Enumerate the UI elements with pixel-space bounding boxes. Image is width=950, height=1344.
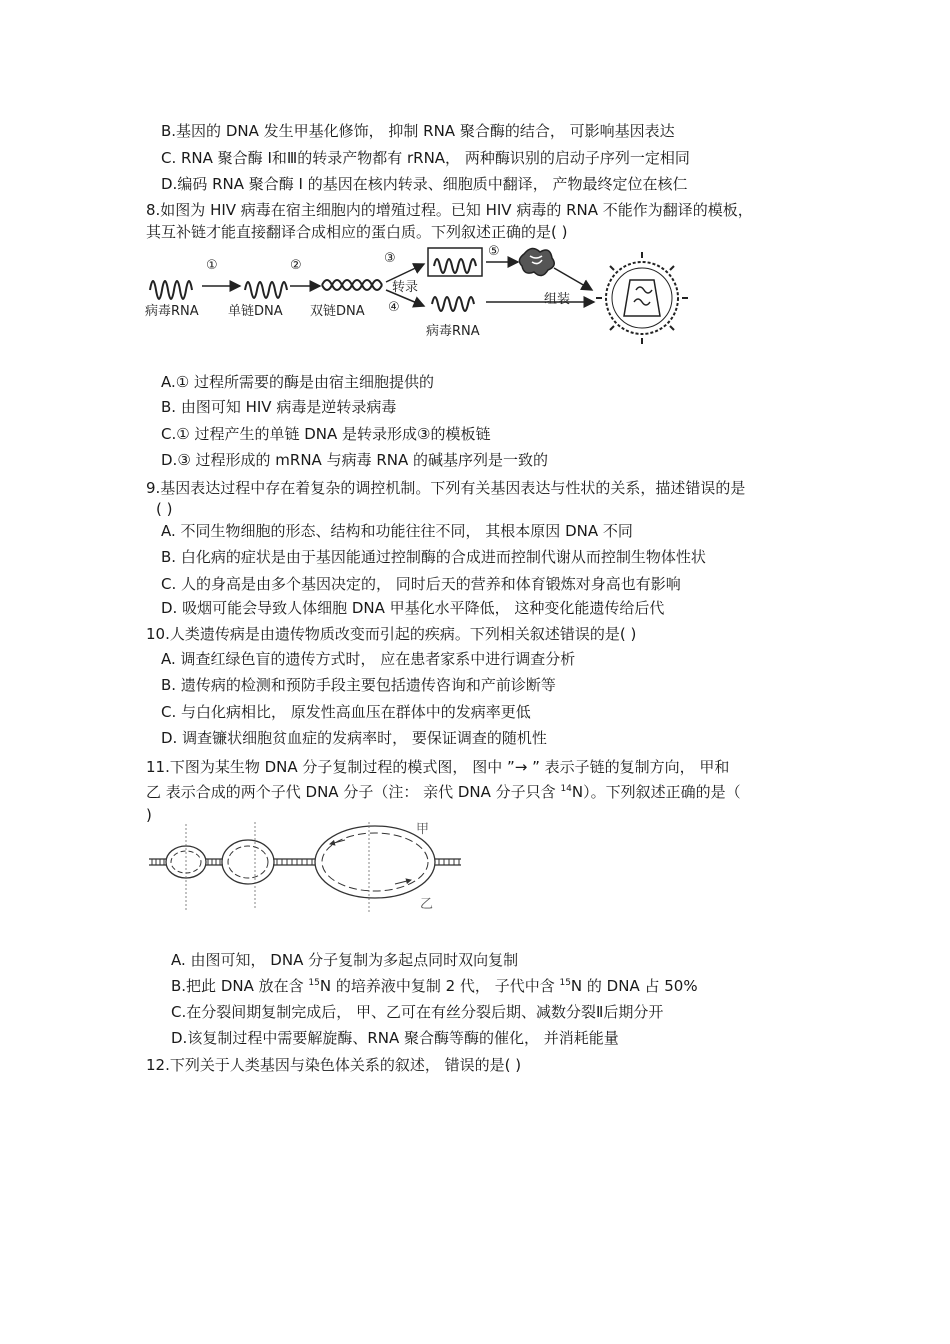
q7-option-d: D.编码 RNA 聚合酶 Ⅰ 的基因在核内转录、细胞质中翻译， 产物最终定位在核仁 xyxy=(161,175,688,193)
q9-option-c: C. 人的身高是由多个基因决定的， 同时后天的营养和体育锻炼对身高也有影响 xyxy=(161,575,681,593)
q8-option-c: C.① 过程产生的单链 DNA 是转录形成③的模板链 xyxy=(161,425,491,443)
q7-option-c: C. RNA 聚合酶 Ⅰ和Ⅲ的转录产物都有 rRNA， 两种酶识别的启动子序列一定相同 xyxy=(161,149,690,167)
q11-option-c: C.在分裂间期复制完成后， 甲、乙可在有丝分裂后期、减数分裂Ⅱ后期分开 xyxy=(171,1003,664,1021)
base-pair-rungs xyxy=(152,859,459,865)
protein-icon xyxy=(519,248,554,275)
q11-option-d: D.该复制过程中需要解旋酶、RNA 聚合酶等酶的催化， 并消耗能量 xyxy=(171,1029,619,1047)
step-5-label: ⑤ xyxy=(488,244,500,259)
q8-stem-line1: 8.如图为 HIV 病毒在宿主细胞内的增殖过程。已知 HIV 病毒的 RNA 不能作为翻译的模板， xyxy=(146,201,753,219)
q11-option-a: A. 由图可知， DNA 分子复制为多起点同时双向复制 xyxy=(171,951,519,969)
q9-stem-line1: 9.基因表达过程中存在着复杂的调控机制。下列有关基因表达与性状的关系，描述错误的是 xyxy=(146,479,746,497)
ssdna-wave xyxy=(245,282,287,298)
q10-option-c: C. 与白化病相比， 原发性高血压在群体中的发病率更低 xyxy=(161,703,531,721)
ssdna-label: 单链DNA xyxy=(228,304,283,319)
transcription-label: 转录 xyxy=(392,280,419,295)
hiv-virion-icon xyxy=(596,252,688,344)
q11-b-post: N 的 DNA 占 50% xyxy=(570,977,698,995)
q11-stem-line1: 11.下图为某生物 DNA 分子复制过程的模式图， 图中 ”→ ” 表示子链的复制方向， 甲和 xyxy=(146,758,730,776)
q9-option-d: D. 吸烟可能会导致人体细胞 DNA 甲基化水平降低， 这种变化能遗传给后代 xyxy=(161,599,665,617)
q9-option-b: B. 白化病的症状是由于基因能通过控制酶的合成进而控制代谢从而控制生物体性状 xyxy=(161,548,706,566)
q10-option-a: A. 调查红绿色盲的遗传方式时， 应在患者家系中进行调查分析 xyxy=(161,650,576,668)
q11-b-isotope-1: 15 xyxy=(308,978,320,988)
daughter-yi-label: 乙 xyxy=(420,897,434,912)
dsdna-label: 双链DNA xyxy=(310,304,365,319)
q7-option-b: B.基因的 DNA 发生甲基化修饰， 抑制 RNA 聚合酶的结合， 可影响基因表达 xyxy=(161,122,675,140)
q10-stem: 10.人类遗传病是由遗传物质改变而引起的疾病。下列相关叙述错误的是( ) xyxy=(146,625,637,643)
q11-stem-line2-post: N）。下列叙述正确的是（ xyxy=(571,783,741,801)
q11-isotope-14: 14 xyxy=(560,784,572,794)
step-1-label: ① xyxy=(206,258,218,273)
mrna-box xyxy=(428,248,482,276)
q10-option-b: B. 遗传病的检测和预防手段主要包括遗传咨询和产前诊断等 xyxy=(161,676,556,694)
step-2-label: ② xyxy=(290,258,302,273)
viral-rna-label: 病毒RNA xyxy=(145,304,199,319)
q11-b-mid: N 的培养液中复制 2 代， 子代中含 xyxy=(319,977,560,995)
assembly-label: 组装 xyxy=(544,292,571,307)
parent-dna-ladder xyxy=(149,859,461,865)
q11-stem-line2 xyxy=(146,782,741,802)
q8-option-d: D.③ 过程形成的 mRNA 与病毒 RNA 的碱基序列是一致的 xyxy=(161,451,549,469)
daughter-jia-label: 甲 xyxy=(416,822,430,837)
q9-option-a: A. 不同生物细胞的形态、结构和功能往往不同， 其根本原因 DNA 不同 xyxy=(161,522,633,540)
replication-bubble-medium xyxy=(222,840,274,884)
viral-rna-wave xyxy=(150,281,192,299)
hiv-replication-figure xyxy=(140,240,700,345)
viral-rna-wave-2 xyxy=(432,297,474,311)
viral-rna-label-2: 病毒RNA xyxy=(426,324,480,339)
q10-option-d: D. 调查镰状细胞贫血症的发病率时， 要保证调查的随机性 xyxy=(161,729,547,747)
q11-stem-line3: ) xyxy=(146,806,152,824)
q8-option-a: A.① 过程所需要的酶是由宿主细胞提供的 xyxy=(161,373,434,391)
q11-stem-line2-pre: 乙 表示合成的两个子代 DNA 分子（注： 亲代 DNA 分子只含 xyxy=(146,783,561,801)
q11-b-pre: B.把此 DNA 放在含 xyxy=(171,977,309,995)
q8-option-b: B. 由图可知 HIV 病毒是逆转录病毒 xyxy=(161,398,397,416)
q11-b-isotope-2: 15 xyxy=(559,978,571,988)
step-3-label: ③ xyxy=(384,251,396,266)
step-4-label: ④ xyxy=(388,300,400,315)
q11-option-b xyxy=(171,976,698,996)
q12-stem: 12.下列关于人类基因与染色体关系的叙述， 错误的是( ) xyxy=(146,1056,522,1074)
q9-stem-line2: ( ) xyxy=(156,500,173,518)
q8-stem-line2: 其互补链才能直接翻译合成相应的蛋白质。下列叙述正确的是( ) xyxy=(146,223,568,241)
